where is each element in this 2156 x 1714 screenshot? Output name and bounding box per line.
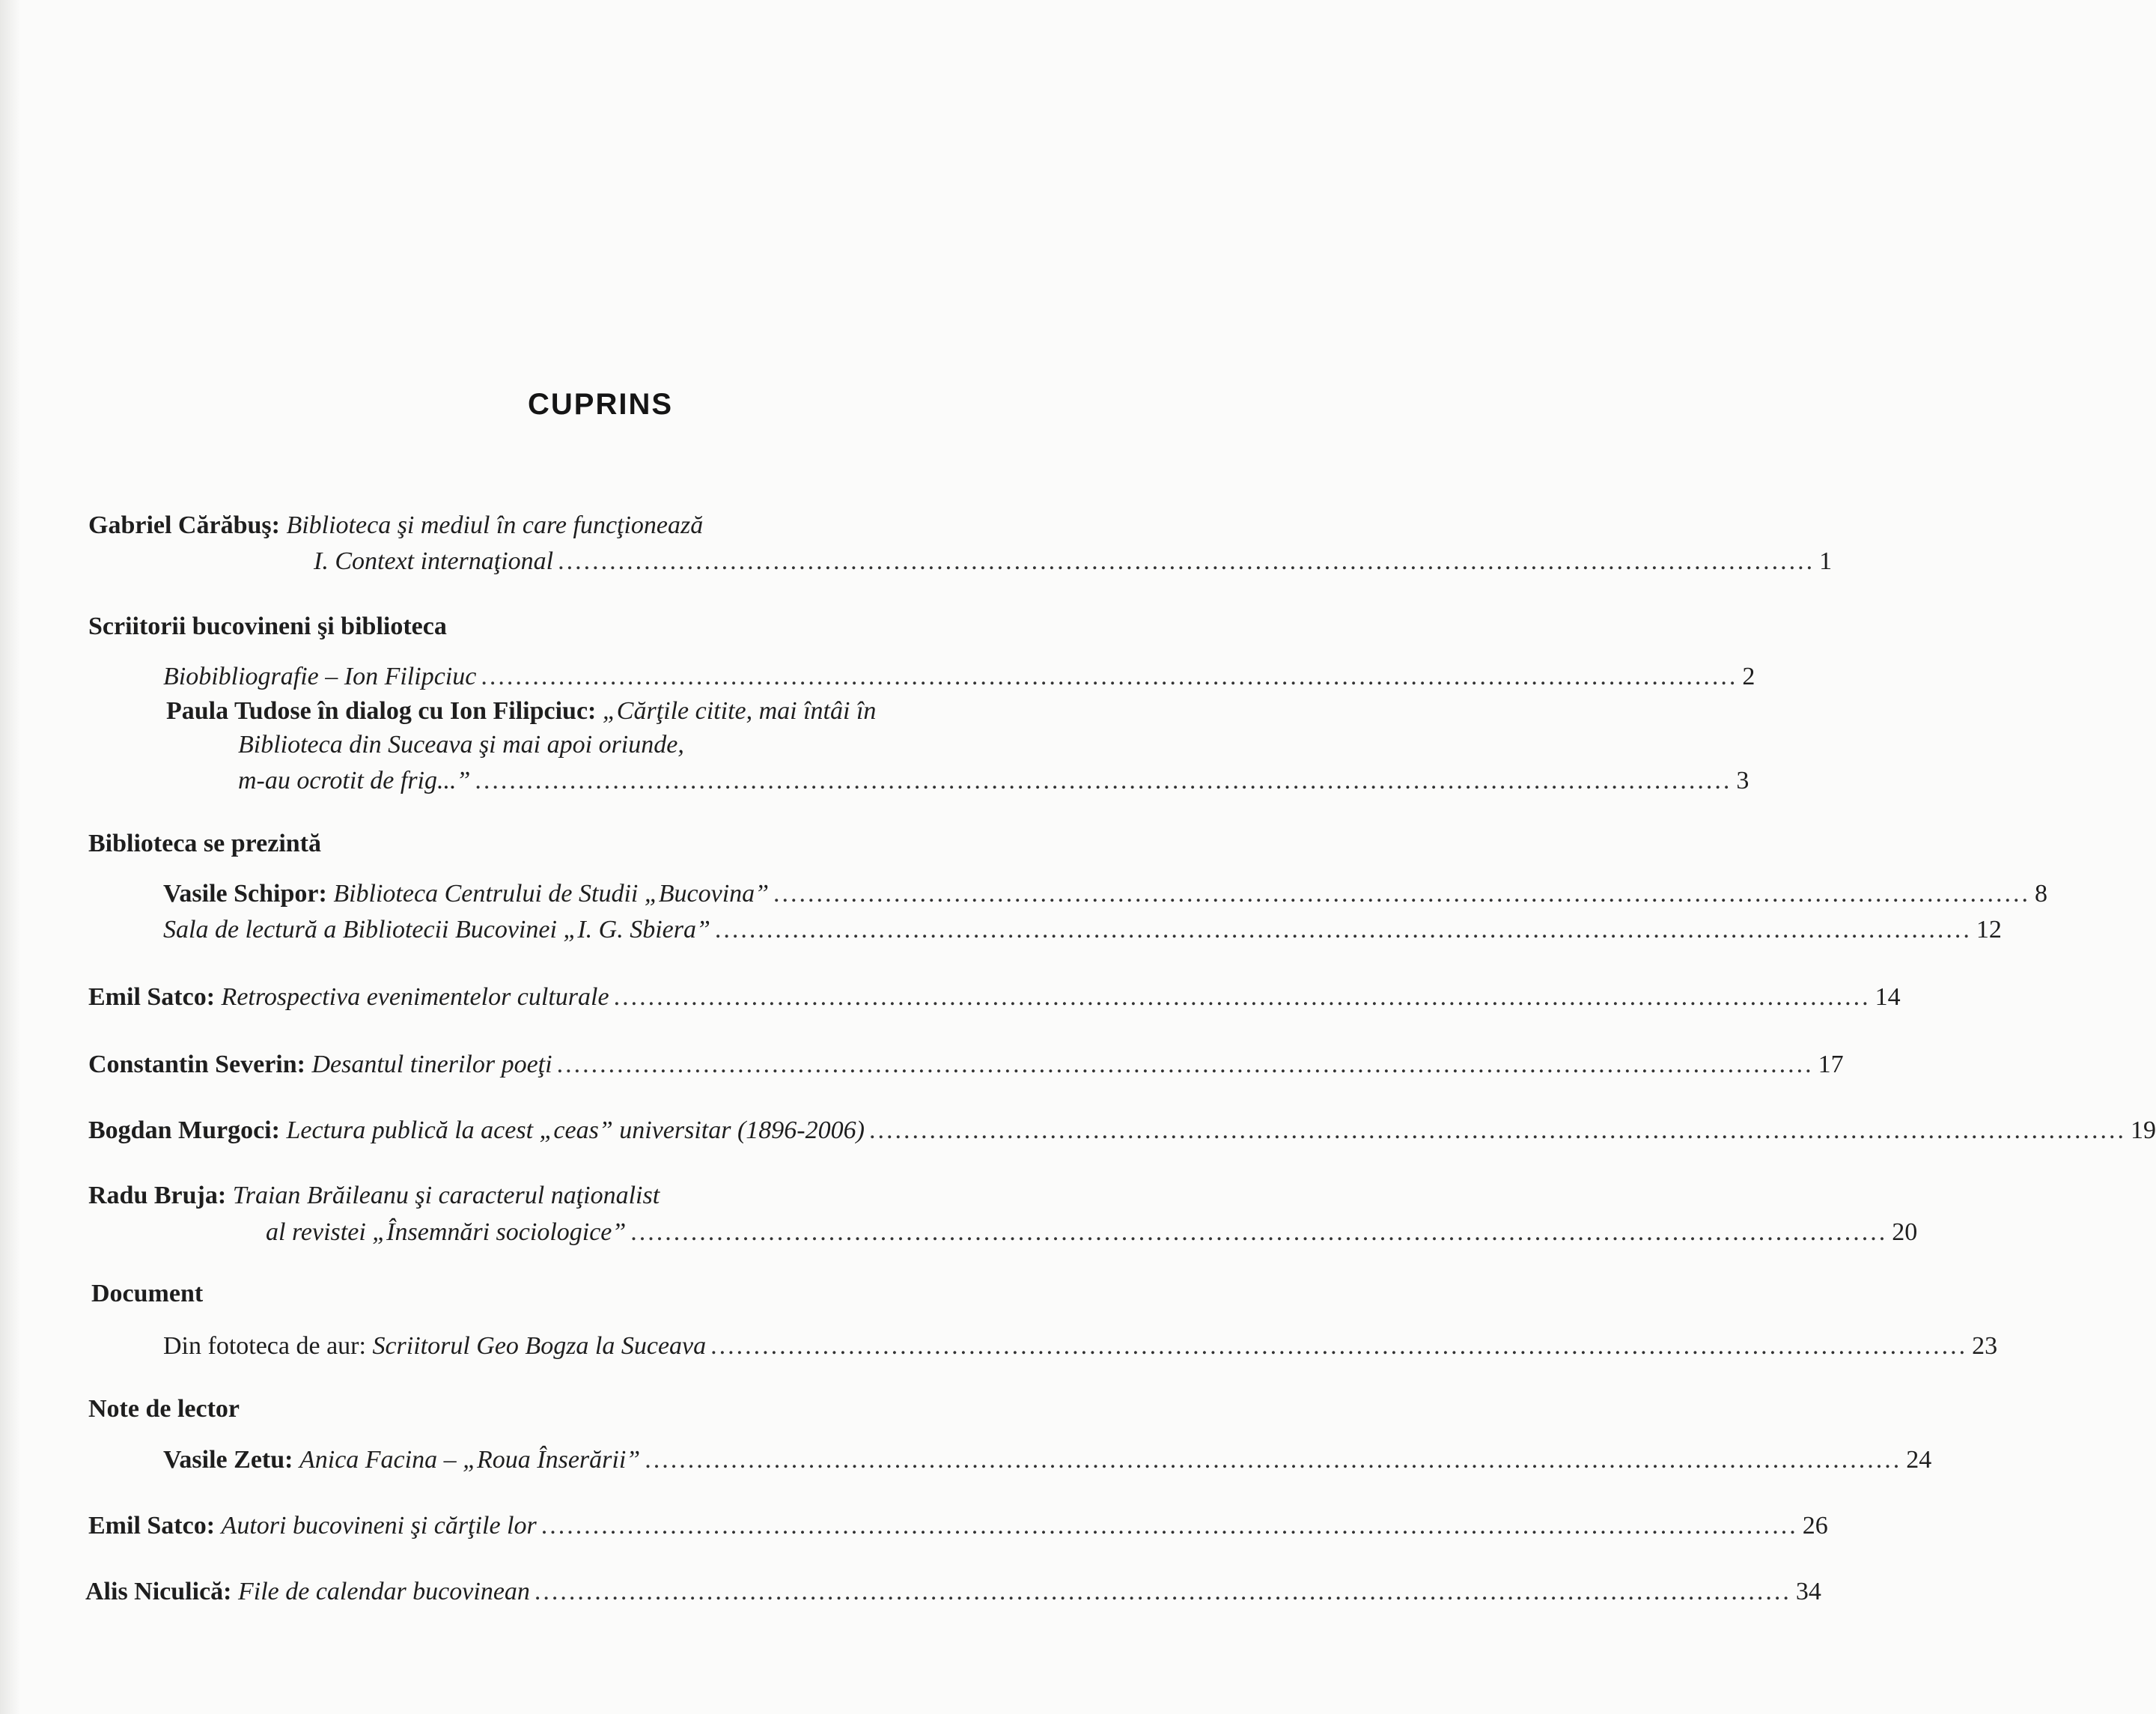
page-number: 26 xyxy=(1802,1512,1828,1540)
dot-leader: .................................................................................................................................................. xyxy=(540,1512,1798,1540)
toc-entry-2 xyxy=(163,660,1755,693)
dot-leader: .................................................................................................................................................. xyxy=(613,983,1871,1011)
page-number: 12 xyxy=(1976,916,2002,943)
dot-leader: .................................................................................................................................................. xyxy=(868,1116,2126,1144)
section-heading: Biblioteca se prezintă xyxy=(88,830,321,857)
entry-title: „Cărţile citite, mai întâi în xyxy=(602,697,877,725)
page-number: 17 xyxy=(1818,1051,1844,1078)
toc-entry-16 xyxy=(85,1575,1821,1608)
toc-entry-7 xyxy=(88,981,1901,1014)
toc-entry-10-line-2 xyxy=(266,1216,1918,1249)
dot-leader: .................................................................................................................................................. xyxy=(534,1578,1791,1605)
entry-title: Scriitorul Geo Bogza la Suceava xyxy=(372,1332,707,1360)
page-number: 20 xyxy=(1892,1218,1918,1246)
entry-author: Alis Niculică: xyxy=(85,1578,232,1605)
entry-author: Gabriel Cărăbuş: xyxy=(88,511,280,539)
entry-title: Traian Brăileanu şi caracterul naţionalist xyxy=(232,1182,660,1209)
entry-author: Emil Satco: xyxy=(88,1512,216,1540)
dot-leader: .................................................................................................................................................. xyxy=(645,1446,1902,1474)
entry-author: Paula Tudose în dialog cu Ion Filipciuc: xyxy=(166,697,597,725)
toc-entry-5 xyxy=(163,878,2048,911)
dot-leader: .................................................................................................................................................. xyxy=(773,880,2031,908)
entry-title: Sala de lectură a Bibliotecii Bucovinei „I. G. Sbiera” xyxy=(163,916,710,943)
entry-title: Lectura publică la acest „ceas” universitar (1896-2006) xyxy=(286,1116,865,1144)
toc-entry-12 xyxy=(163,1330,1998,1363)
entry-author: Vasile Zetu: xyxy=(163,1446,293,1474)
toc-entry-1-line-1 xyxy=(88,509,703,542)
section-heading: Note de lector xyxy=(88,1395,240,1423)
entry-author: Vasile Schipor: xyxy=(163,880,327,908)
toc-entry-1-line-2 xyxy=(314,545,1833,578)
entry-title: Biblioteca Centrului de Studii „Bucovina” xyxy=(333,880,770,908)
page-number: 3 xyxy=(1736,767,1750,794)
page-number: 19 xyxy=(2130,1116,2156,1144)
page-number: 14 xyxy=(1875,983,1901,1011)
dot-leader: .................................................................................................................................................. xyxy=(475,767,1732,794)
toc-entry-15 xyxy=(88,1510,1828,1543)
toc-entry-6 xyxy=(163,914,2002,946)
entry-title: Anica Facina – „Roua Înserării” xyxy=(299,1446,641,1474)
entry-title: Desantul tinerilor poeţi xyxy=(311,1051,552,1078)
toc-entry-9 xyxy=(88,1114,2156,1147)
page-title: CUPRINS xyxy=(527,388,674,421)
entry-author: Emil Satco: xyxy=(88,983,216,1011)
entry-author: Constantin Severin: xyxy=(88,1051,305,1078)
toc-entry-10-line-1 xyxy=(88,1179,660,1212)
entry-title: Biobibliografie – Ion Filipciuc xyxy=(163,663,477,690)
page-number: 8 xyxy=(2035,880,2048,908)
dot-leader: .................................................................................................................................................. xyxy=(714,916,1972,943)
entry-prefix: Din fototeca de aur: xyxy=(163,1332,366,1360)
page-edge-shadow xyxy=(0,0,21,1714)
dot-leader: .................................................................................................................................................. xyxy=(710,1332,1968,1360)
toc-entry-3-line-1 xyxy=(166,695,876,728)
toc-entry-8 xyxy=(88,1048,1844,1081)
entry-author: Radu Bruja: xyxy=(88,1182,227,1209)
entry-title: File de calendar bucovinean xyxy=(237,1578,530,1605)
entry-author: Bogdan Murgoci: xyxy=(88,1116,280,1144)
page-number: 23 xyxy=(1972,1332,1998,1360)
dot-leader: .................................................................................................................................................. xyxy=(556,1051,1814,1078)
page-number: 24 xyxy=(1906,1446,1932,1474)
entry-title: al revistei „Însemnări sociologice” xyxy=(266,1218,627,1246)
entry-title: I. Context internaţional xyxy=(314,547,554,575)
toc-entry-14 xyxy=(163,1444,1932,1477)
dot-leader: .................................................................................................................................................. xyxy=(481,663,1738,690)
entry-title: Biblioteca şi mediul în care funcţionează xyxy=(286,511,704,539)
section-heading: Scriitorii bucovineni şi biblioteca xyxy=(88,613,447,640)
toc-entry-3-line-3 xyxy=(238,765,1750,797)
entry-title: Retrospectiva evenimentelor culturale xyxy=(221,983,609,1011)
page-number: 34 xyxy=(1795,1578,1821,1605)
section-heading: Document xyxy=(91,1280,204,1307)
entry-title: Biblioteca din Suceava şi mai apoi oriunde, xyxy=(238,731,684,759)
page-number: 2 xyxy=(1742,663,1755,690)
entry-title: Autori bucovineni şi cărţile lor xyxy=(221,1512,537,1540)
entry-title: m-au ocrotit de frig...” xyxy=(238,767,471,794)
dot-leader: .................................................................................................................................................. xyxy=(558,547,1815,575)
page-number: 1 xyxy=(1819,547,1833,575)
dot-leader: .................................................................................................................................................. xyxy=(630,1218,1888,1246)
